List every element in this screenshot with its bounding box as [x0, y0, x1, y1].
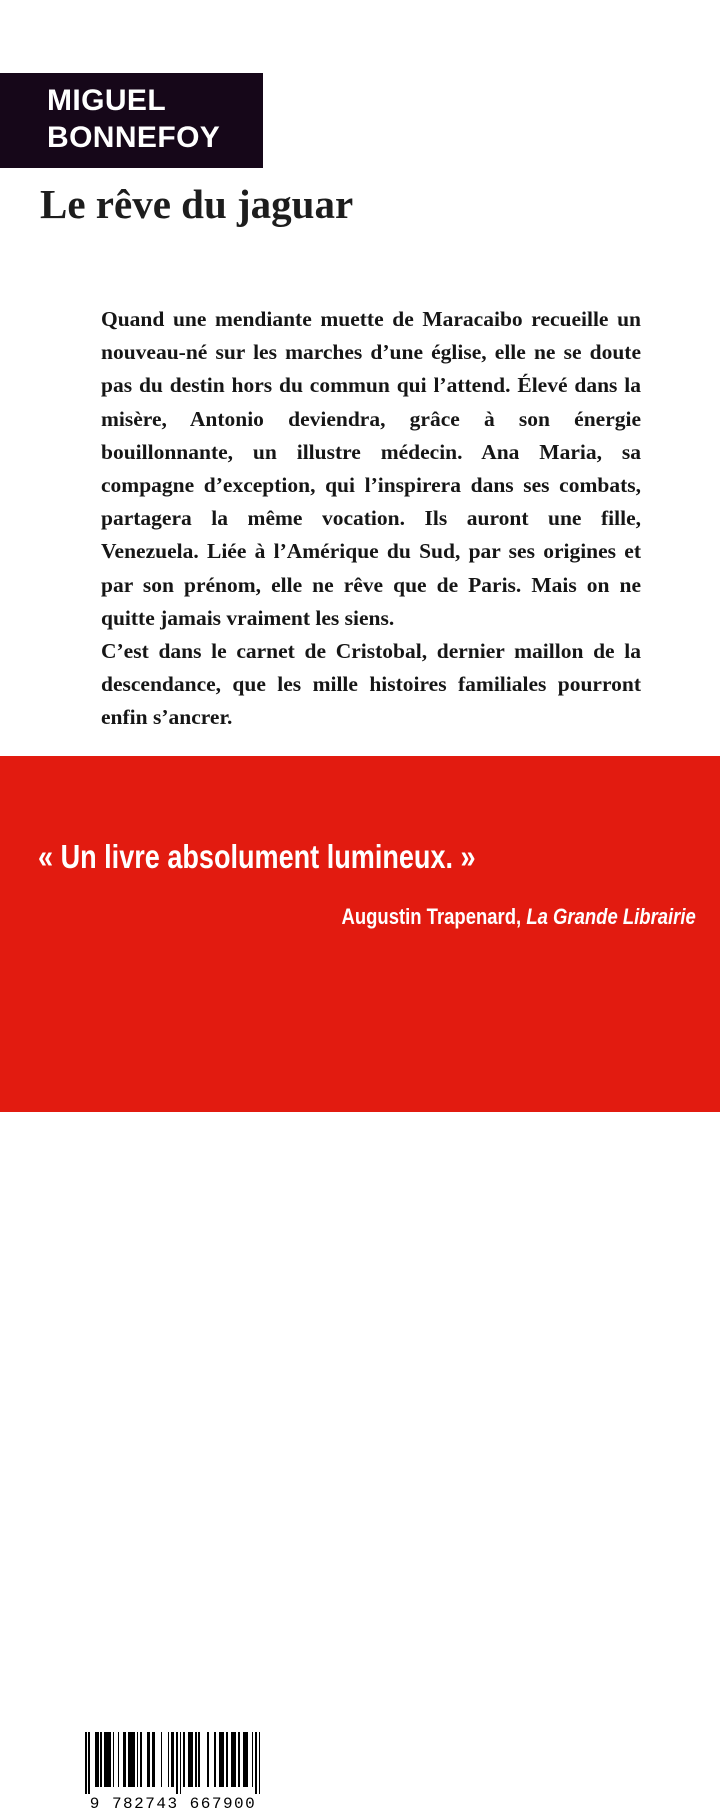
synopsis-paragraph-2: C’est dans le carnet de Cristobal, dernier maillon de la descendance, que les mille histoires familiales pourront enfin s’ancrer.	[101, 639, 641, 730]
author-first-name: MIGUEL	[47, 84, 167, 117]
barcode-digits: 9 782743 667900	[89, 1795, 257, 1813]
review-attribution-source: La Grande Librairie	[526, 904, 696, 929]
price-label: 9,50 €	[459, 1786, 504, 1806]
publisher-website[interactable]: editions-rivages.fr	[459, 1753, 620, 1778]
book-title: Le rêve du jaguar	[40, 181, 354, 227]
synopsis-text	[101, 303, 641, 735]
barcode-bars	[85, 1732, 261, 1787]
review-quote: « Un livre absolument lumineux. »	[38, 838, 476, 875]
review-attribution	[342, 904, 696, 930]
review-panel	[0, 756, 720, 1813]
author-last-name: BONNEFOY	[47, 121, 221, 154]
barcode	[80, 1726, 266, 1814]
review-attribution-author: Augustin Trapenard,	[341, 904, 522, 929]
synopsis-paragraph-1: Quand une mendiante muette de Maracaibo recueille un nouveau-né sur les marches d’une église, elle ne se doute pas du destin hors du commun qui l’attend. Élevé dans la misère, Antonio deviendra, grâce à son énergie bouillonnante, un illustre médecin. Ana Maria, sa compagne d’exception, qui l’inspirera dans ses combats, partagera la même vocation. Ils auront une fille, Venezuela. Liée à l’Amérique du Sud, par ses origines et par son prénom, elle ne rêve que de Paris. Mais on ne quitte jamais vraiment les siens.	[101, 307, 641, 630]
author-name-block	[0, 73, 263, 168]
